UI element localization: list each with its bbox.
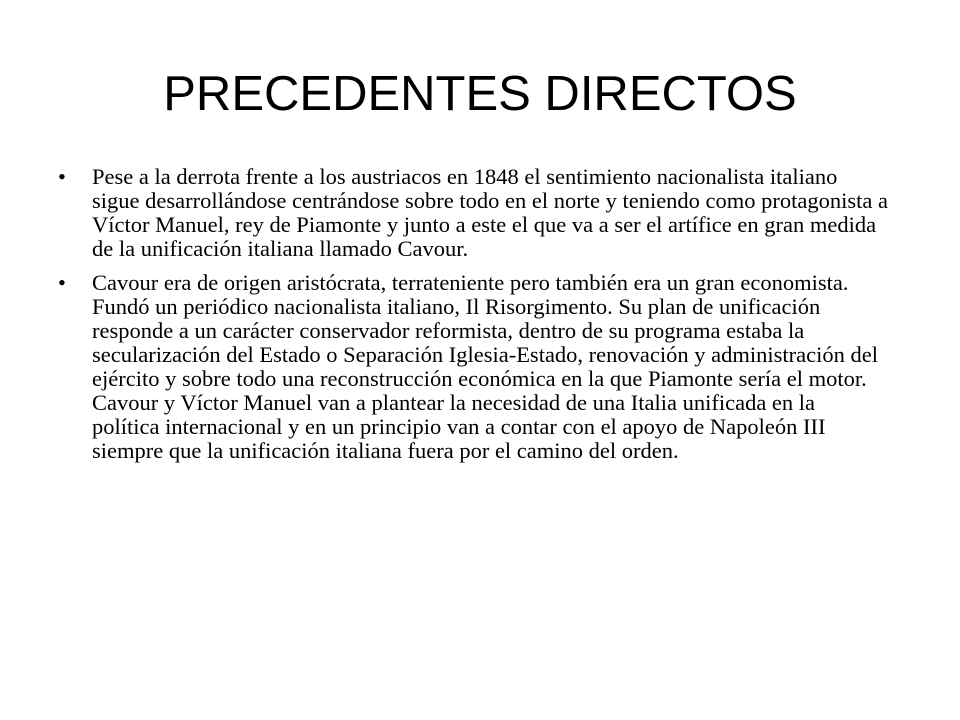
bullet-text: Pese a la derrota frente a los austriacos en 1848 el sentimiento nacionalista italiano sigue desarrollándose centrándose sobre todo en el norte y teniendo como protagonista a Víctor Manuel, rey de Piamonte y junto a este el que va a ser el artífice en gran medida de la unificación italiana llamado Cavour. — [92, 164, 889, 261]
bullet-item — [58, 271, 888, 463]
slide-title: PRECEDENTES DIRECTOS — [163, 67, 797, 121]
bullet-list — [58, 165, 888, 473]
bullet-icon: • — [58, 164, 66, 189]
bullet-item — [58, 165, 888, 261]
bullet-text: Cavour era de origen aristócrata, terrateniente pero también era un gran economista. Fundó un periódico nacionalista italiano, Il Risorgimento. Su plan de unificación responde a un carácter conservador reformista, dentro de su programa estaba la secularización del Estado o Separación Iglesia-Estado, renovación y administración del ejército y sobre todo una reconstrucción económica en la que Piamonte sería el motor. Cavour y Víctor Manuel van a plantear la necesidad de una Italia unificada en la política internacional y en un principio van a contar con el apoyo de Napoleón III siempre que la unificación italiana fuera por el camino del orden. — [92, 270, 878, 463]
bullet-icon: • — [58, 270, 66, 295]
